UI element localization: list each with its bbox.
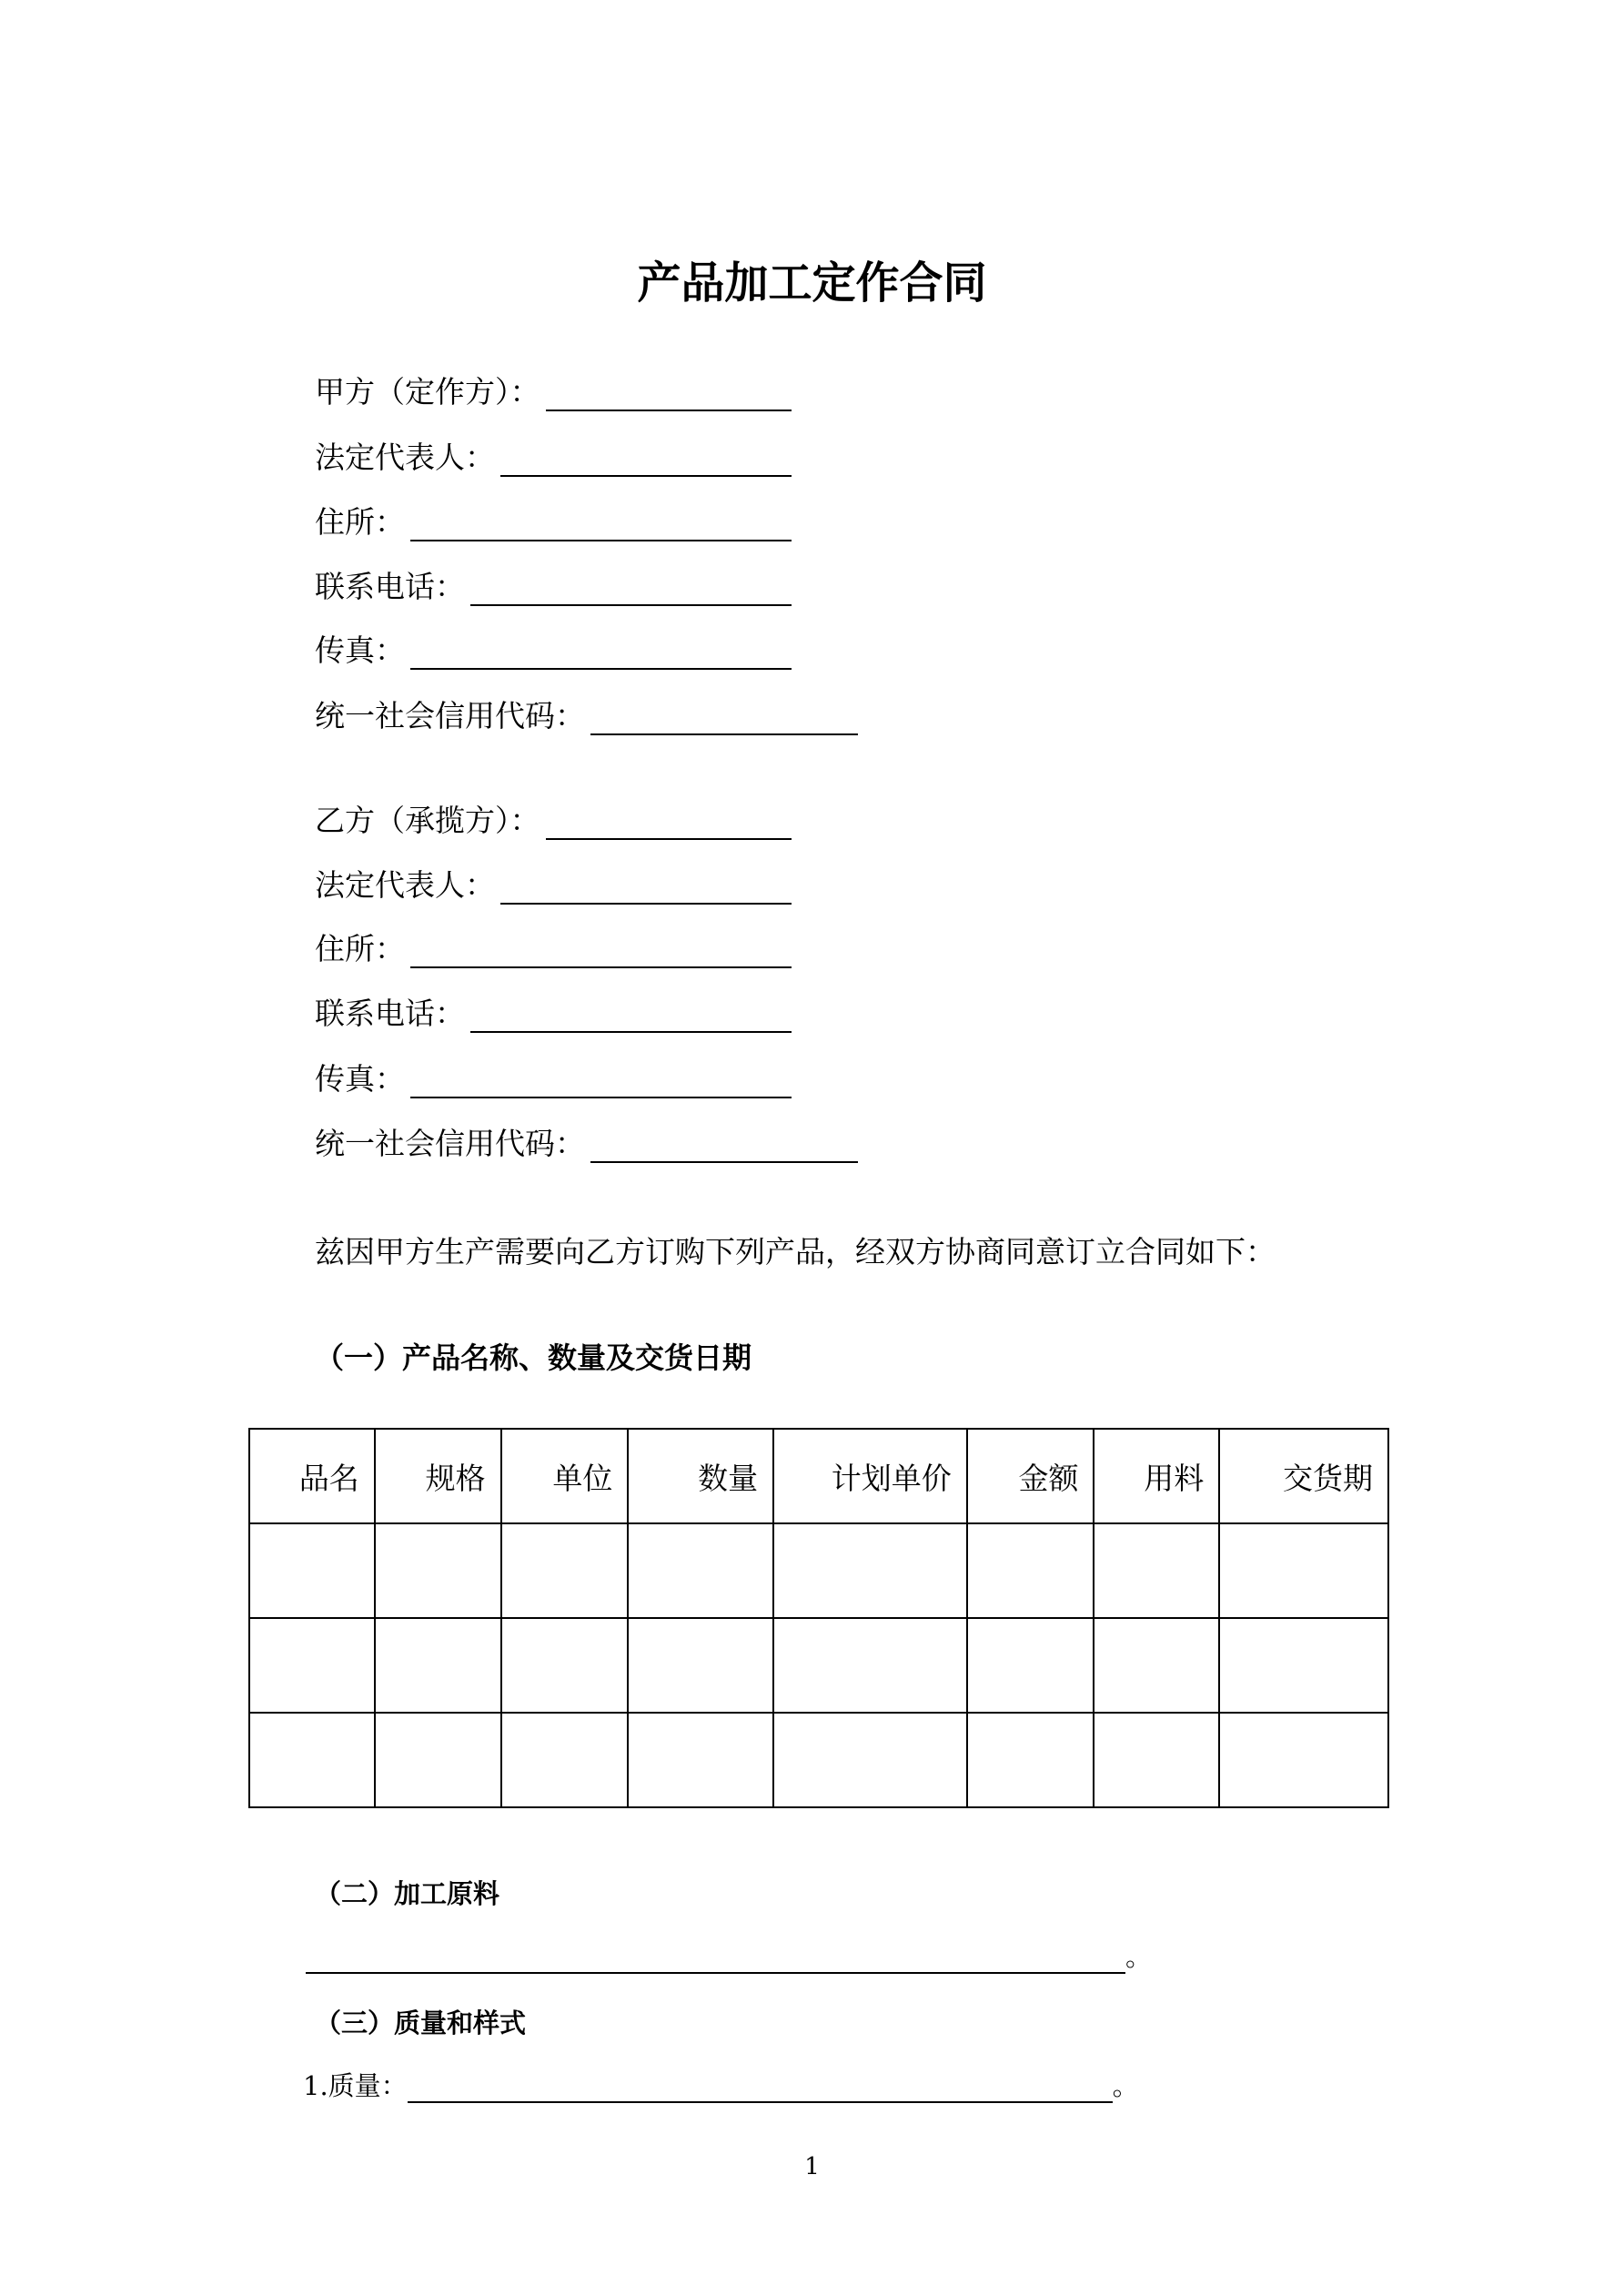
quality-blank[interactable] bbox=[408, 2076, 1113, 2103]
intro-text: 兹因甲方生产需要向乙方订购下列产品，经双方协商同意订立合同如下： bbox=[315, 1234, 1276, 1269]
section2-heading: （二）加工原料 bbox=[315, 1878, 500, 1909]
column-header: 用料 bbox=[1094, 1429, 1219, 1523]
field-blank[interactable] bbox=[410, 1069, 792, 1098]
field-label: 法定代表人： bbox=[315, 867, 495, 903]
field-label: 住所： bbox=[315, 931, 405, 966]
field-label: 乙方（承揽方）： bbox=[315, 803, 540, 838]
column-header: 计划单价 bbox=[773, 1429, 967, 1523]
column-header: 交货期 bbox=[1219, 1429, 1388, 1523]
field-label: 统一社会信用代码： bbox=[315, 698, 585, 733]
field-label: 联系电话： bbox=[315, 996, 465, 1031]
column-header: 单位 bbox=[501, 1429, 629, 1523]
field-blank[interactable] bbox=[590, 1134, 858, 1163]
party-b-field bbox=[315, 1120, 858, 1163]
field-blank[interactable] bbox=[546, 382, 792, 411]
column-header: 规格 bbox=[375, 1429, 501, 1523]
column-header: 金额 bbox=[967, 1429, 1094, 1523]
party-b-field bbox=[315, 990, 792, 1033]
field-label: 传真： bbox=[315, 1061, 405, 1097]
column-header: 数量 bbox=[628, 1429, 773, 1523]
party-a-field bbox=[315, 434, 792, 477]
quality-label: 1.质量： bbox=[303, 2070, 408, 2101]
field-label: 住所： bbox=[315, 504, 405, 540]
field-label: 甲方（定作方）： bbox=[315, 374, 540, 410]
field-blank[interactable] bbox=[410, 641, 792, 670]
field-label: 传真： bbox=[315, 632, 405, 668]
party-b-field bbox=[315, 862, 792, 905]
party-a-field bbox=[315, 369, 792, 411]
table-row bbox=[249, 1713, 1388, 1807]
field-blank[interactable] bbox=[470, 577, 792, 606]
party-b-field bbox=[315, 797, 792, 840]
party-a-field bbox=[315, 499, 792, 541]
column-header: 品名 bbox=[249, 1429, 375, 1523]
field-label: 联系电话： bbox=[315, 569, 465, 604]
table-row bbox=[249, 1618, 1388, 1713]
product-table bbox=[248, 1428, 1389, 1808]
field-blank[interactable] bbox=[590, 706, 858, 735]
section1-heading: （一）产品名称、数量及交货日期 bbox=[315, 1340, 752, 1375]
field-blank[interactable] bbox=[500, 875, 792, 905]
party-b-field bbox=[315, 1056, 792, 1098]
field-label: 统一社会信用代码： bbox=[315, 1126, 585, 1161]
period: 。 bbox=[1125, 1941, 1153, 1972]
party-a-field bbox=[315, 627, 792, 670]
table-row bbox=[249, 1523, 1388, 1618]
field-blank[interactable] bbox=[410, 512, 792, 541]
page-number: 1 bbox=[804, 2153, 820, 2180]
period: 。 bbox=[1112, 2070, 1139, 2101]
section3-heading: （三）质量和样式 bbox=[315, 2008, 527, 2038]
raw-material-blank[interactable] bbox=[306, 1947, 1125, 1974]
table-header-row bbox=[249, 1429, 1388, 1523]
field-blank[interactable] bbox=[470, 1004, 792, 1033]
field-blank[interactable] bbox=[500, 448, 792, 477]
field-blank[interactable] bbox=[546, 811, 792, 840]
field-blank[interactable] bbox=[410, 939, 792, 968]
document-title: 产品加工定作合同 bbox=[637, 258, 987, 308]
field-label: 法定代表人： bbox=[315, 440, 495, 475]
party-a-field bbox=[315, 563, 792, 606]
party-b-field bbox=[315, 925, 792, 968]
party-a-field bbox=[315, 693, 858, 735]
